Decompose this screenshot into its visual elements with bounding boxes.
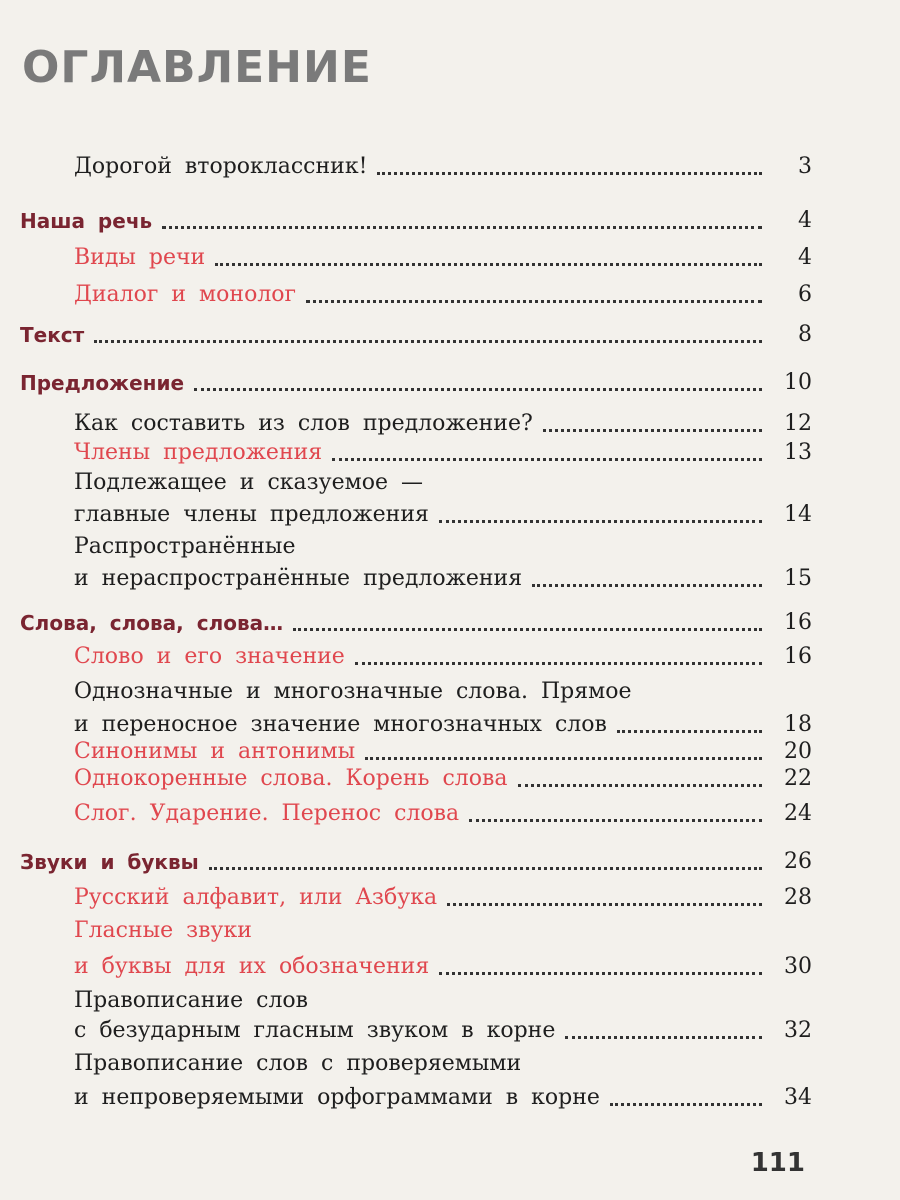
toc-entry — [0, 881, 900, 913]
toc-entry — [0, 466, 900, 498]
toc-entry — [0, 675, 900, 707]
toc-entry-title: Члены предложения — [74, 440, 323, 465]
toc-entry-title: Наша речь — [20, 209, 153, 233]
toc-entry-title: Подлежащее и сказуемое — — [74, 470, 423, 495]
toc-entry-title: главные члены предложения — [74, 502, 429, 527]
toc-entry-title: Текст — [20, 323, 85, 347]
toc-entry-title: Гласные звуки — [74, 918, 252, 943]
toc-entry — [0, 278, 900, 310]
toc-entry — [0, 436, 900, 468]
toc-entry — [0, 984, 900, 1016]
toc-entry-title: Русский алфавит, или Азбука — [74, 885, 438, 910]
toc-entry-title: и переносное значение многозначных слов — [74, 712, 607, 737]
toc-leader-dots — [469, 819, 762, 822]
toc-entry-title: и непроверяемыми орфограммами в корне — [74, 1085, 600, 1110]
toc-leader-dots — [610, 1103, 762, 1106]
toc-leader-dots — [306, 300, 762, 303]
toc-leader-dots — [209, 867, 762, 870]
toc-entry-page: 20 — [784, 739, 812, 764]
toc-entry — [0, 1047, 900, 1079]
toc-entry-page: 28 — [784, 885, 812, 910]
toc-entry-title: Однокоренные слова. Корень слова — [74, 766, 508, 791]
toc-entry-page: 16 — [784, 644, 812, 669]
toc-entry-title: Виды речи — [74, 245, 206, 270]
toc-entry-page: 24 — [784, 801, 812, 826]
toc-entry-title: Звуки и буквы — [20, 850, 199, 874]
toc-entry — [0, 845, 900, 877]
toc-entry-page: 12 — [784, 411, 812, 436]
toc-leader-dots — [518, 784, 762, 787]
toc-entry-page: 3 — [798, 154, 812, 179]
toc-leader-dots — [439, 520, 762, 523]
toc-entry — [0, 204, 900, 236]
toc-leader-dots — [617, 730, 762, 733]
toc-entry — [0, 797, 900, 829]
toc-entry-page: 13 — [784, 440, 812, 465]
toc-entry-page: 18 — [784, 712, 812, 737]
toc-leader-dots — [439, 972, 762, 975]
toc-entry — [0, 562, 900, 594]
toc-leader-dots — [377, 172, 762, 175]
toc-entry-title: Правописание слов — [74, 988, 309, 1013]
toc-leader-dots — [543, 429, 762, 432]
toc-entry-page: 15 — [784, 566, 812, 591]
toc-leader-dots — [565, 1036, 762, 1039]
toc-entry — [0, 366, 900, 398]
toc-entry-page: 32 — [784, 1018, 812, 1043]
toc-entry-title: Распространённые — [74, 534, 296, 559]
toc-entry-page: 26 — [784, 849, 812, 874]
toc-entry-page: 10 — [784, 370, 812, 395]
toc-leader-dots — [365, 757, 762, 760]
toc-entry-title: Слово и его значение — [74, 644, 345, 669]
toc-entry — [0, 1081, 900, 1113]
toc-entry — [0, 914, 900, 946]
toc-entry-page: 16 — [784, 610, 812, 635]
toc-leader-dots — [355, 662, 762, 665]
toc-entry — [0, 1014, 900, 1046]
toc-entry — [0, 407, 900, 439]
toc-entry-title: Слог. Ударение. Перенос слова — [74, 801, 460, 826]
toc-entry — [0, 606, 900, 638]
toc-entry — [0, 318, 900, 350]
toc-entry-title: Диалог и монолог — [74, 282, 297, 307]
toc-leader-dots — [162, 226, 762, 229]
toc-entry-page: 4 — [798, 208, 812, 233]
toc-entry — [0, 241, 900, 273]
toc-entry-title: и нераспространённые предложения — [74, 566, 523, 591]
toc-entry-page: 4 — [798, 245, 812, 270]
toc-entry — [0, 762, 900, 794]
toc-entry-page: 8 — [798, 322, 812, 347]
toc-entry — [0, 150, 900, 182]
toc-entry-title: Как составить из слов предложение? — [74, 411, 533, 436]
toc-entry-title: Предложение — [20, 371, 185, 395]
toc-entry-page: 22 — [784, 766, 812, 791]
toc-entry-title: Слова, слова, слова… — [20, 611, 284, 635]
toc-entry-title: Однозначные и многозначные слова. Прямое — [74, 679, 632, 704]
page-number: 111 — [750, 1148, 805, 1178]
toc-entry — [0, 950, 900, 982]
page-title: ОГЛАВЛЕНИЕ — [22, 42, 372, 93]
toc-entry-page: 34 — [784, 1085, 812, 1110]
toc-entry — [0, 640, 900, 672]
toc-leader-dots — [194, 388, 762, 391]
toc-entry-title: Синонимы и антонимы — [74, 739, 356, 764]
toc-leader-dots — [293, 628, 762, 631]
toc-entry — [0, 498, 900, 530]
toc-leader-dots — [447, 903, 762, 906]
toc-leader-dots — [332, 458, 762, 461]
toc-entry-title: и буквы для их обозначения — [74, 954, 430, 979]
toc-leader-dots — [532, 584, 762, 587]
toc-entry-title: Дорогой второклассник! — [74, 154, 368, 179]
toc-entry-page: 14 — [784, 502, 812, 527]
toc-leader-dots — [215, 263, 762, 266]
toc-entry-title: Правописание слов с проверяемыми — [74, 1051, 522, 1076]
toc-entry-page: 6 — [798, 282, 812, 307]
toc-leader-dots — [94, 340, 762, 343]
toc-entry — [0, 530, 900, 562]
toc-entry-title: с безударным гласным звуком в корне — [74, 1018, 556, 1043]
toc-entry-page: 30 — [784, 954, 812, 979]
